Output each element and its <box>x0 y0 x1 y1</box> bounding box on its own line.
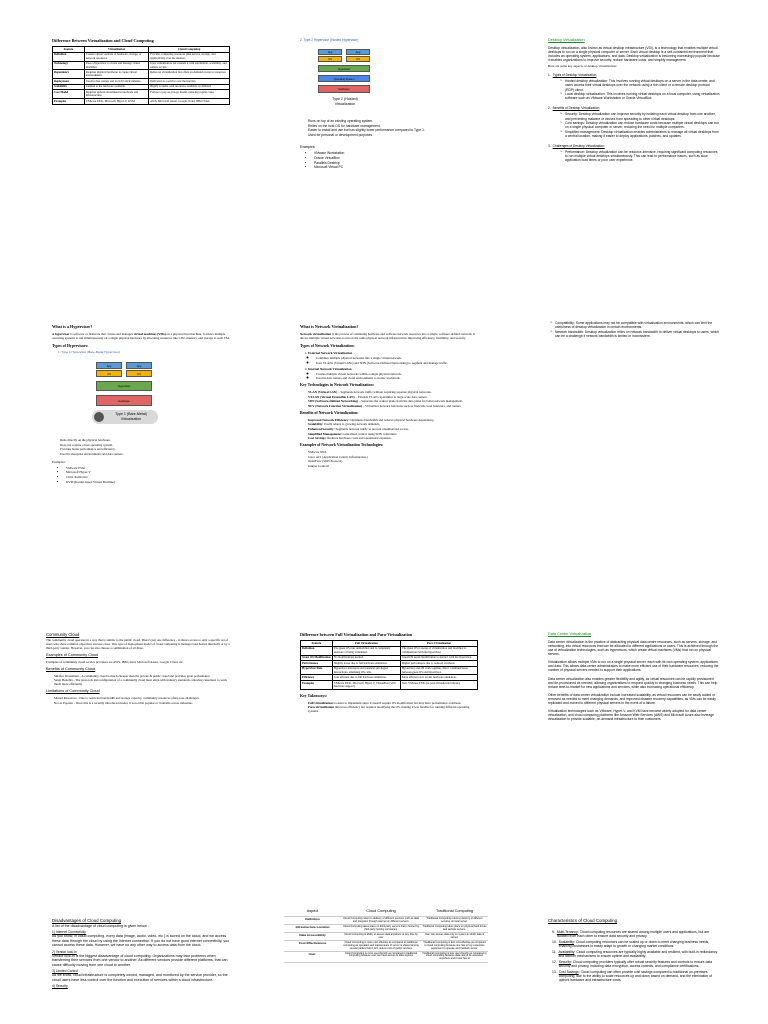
row-header: Data Accessibility <box>284 933 341 941</box>
table-cell: AWS, Microsoft Azure, Google Cloud, IBM Cloud <box>149 99 230 105</box>
table-cell: Cloud Computing refers to delivery of different services such as data and programs through internet on different servers. <box>341 917 421 925</box>
table-cell: Hypervisor intercepts and translates privileged instructions, emulating OS calls. <box>332 666 400 675</box>
key-title: Key Takeaways: <box>300 693 328 698</box>
list-item <box>308 418 478 422</box>
page-data-center <box>548 632 720 802</box>
list-item: • VMware NSX <box>308 450 478 454</box>
list-item: • Provides better performance and efficiency. <box>60 447 230 451</box>
list-item <box>552 970 720 983</box>
benefits-title: Benefits of Network Virtualization: <box>300 410 359 415</box>
operating-system-box: Operating System <box>318 75 370 82</box>
types-list <box>308 351 478 380</box>
row-header: User- <box>284 951 341 962</box>
column-header: Aspect <box>284 906 341 917</box>
table-cell: Guest OS needs modification to interact with the hypervisor. <box>400 655 477 661</box>
list-item <box>308 427 478 431</box>
row-header: Deployment <box>53 79 85 85</box>
os-box-1: OS <box>318 56 342 62</box>
item-text: – Virtualizes network functions such as firewalls, load balancers, and routers. <box>362 403 462 408</box>
list-item <box>308 432 478 436</box>
comparison-table <box>284 906 488 963</box>
list-item: ◦ Creates multiple virtual networks within a single physical network. <box>316 372 478 376</box>
item-body <box>559 940 720 949</box>
table-cell: Limited to the hardware available. <box>84 84 148 90</box>
table-cell: Traditional Computing is less cost effective as compared to cloud computing because one has to buy expensive equipment to operate and maintain server. <box>421 941 488 952</box>
item-body <box>559 960 720 969</box>
hardware-box: Hardware <box>318 85 370 93</box>
type-sublist <box>316 356 478 365</box>
app-box-1: App <box>96 362 122 369</box>
comparison-table <box>300 640 478 690</box>
row-header: Scalability <box>53 84 85 90</box>
note: Here are some key aspects of desktop virtualization: <box>548 64 617 69</box>
section-title: 1) Internet Connectivity <box>52 929 86 934</box>
table-cell: The guest OS runs unmodified and is completely unaware of being virtualized. <box>332 646 400 655</box>
section-title: Benefits of Desktop Virtualization <box>552 106 600 111</box>
type-title: Internal Network Virtualization <box>308 366 352 371</box>
paragraph: Other benefits of data center virtualization include increased scalability, as virtual resources can be easily added or removed as needed to meet changing demands, and improved disaster recovery capabilities, as VMs can be easily replicated and moved to different physical servers in the event of a failure. <box>548 692 716 706</box>
list-item: ➢ Local desktop virtualization: This involves running virtual desktops on a local computer, using virtualization software such as VMware Workstation or Oracle VirtualBox. <box>560 92 720 100</box>
limitations-title: Limitations of Community Cloud <box>46 689 100 694</box>
list-item <box>308 390 478 394</box>
row-header: Definition <box>53 52 85 61</box>
list-item: • Relies on the host OS for hardware management. <box>308 124 475 128</box>
table-row <box>284 925 488 933</box>
list-item: • Not as Popular - Since this is a recently introduced model, it is not that popular or available across industries <box>54 701 230 705</box>
table-row <box>301 666 478 675</box>
section-2-list <box>560 112 720 138</box>
page-hypervisor <box>52 324 230 544</box>
list-item <box>308 395 478 399</box>
examples-label: Examples: <box>52 459 66 464</box>
item-text: : Cloud computing resources are shared among multiple users and applications, but are isolated from each other to ensure data security and privacy. <box>556 929 710 938</box>
os-box-2: OS <box>346 56 370 62</box>
item-text: : Cloud computing resources are typically highly available and resilient, with built-in redundancy and failover mechanisms to ensure uptime and availability. <box>558 949 718 958</box>
table-cell: Relies on virtualization but offers on-demand access to resources. <box>149 70 230 79</box>
os-box-2: OS <box>126 370 152 377</box>
row-header: Guest OS Modification <box>302 655 331 660</box>
page-title: Disadvantages of Cloud Computing <box>52 918 122 923</box>
page-title: Difference between Full Virtualization and Para-Virtualization <box>300 632 413 637</box>
column-header: Feature <box>301 641 333 647</box>
table-cell: Traditional Computing refers to delivery of different services on local server. <box>421 917 488 925</box>
examples-label: Examples: <box>300 145 316 150</box>
item-body <box>559 970 720 983</box>
benefits-title: Benefits of Community Cloud <box>46 666 96 671</box>
limitations-list <box>54 696 230 705</box>
type2-diagram <box>314 45 376 117</box>
section-text: As you know, in cloud computing, every data (image, audio, video, etc.) is stored on the cloud, and we access these data through the cloud by using the internet connection. If you do not have good internet connectivity, you cannot access these data. However, we have no any other way to access data from the cloud. <box>52 934 230 948</box>
table-row <box>284 941 488 952</box>
table-row <box>284 933 488 941</box>
item-term: Enhanced Security: <box>308 427 335 432</box>
app-box-2: App <box>126 362 152 369</box>
item-text: – Separates the control plane from the data plane for better network management. <box>358 399 463 404</box>
item-term: Security <box>558 959 571 964</box>
list-item: • Oracle VirtualBox <box>314 156 475 160</box>
term: virtual machines (VMs) <box>133 332 166 337</box>
list-item: ◦ Used in data centers and cloud environments to isolate workloads. <box>316 376 478 380</box>
item-text: Reduces hardware costs and operational expenses. <box>326 436 392 441</box>
table-cell: The guest OS is aware of virtualization and modified to communicate with the hypervisor. <box>400 646 477 655</box>
list-item: • Used for personal or development purposes. <box>308 133 475 137</box>
section-3-list <box>560 150 720 162</box>
section-text: Vendor lock-in is the biggest disadvantage of cloud computing. Organizations may face problems when transferring their services from one vendor to another. As different vendors provide different platforms, that can cause difficulty moving from one cloud to another. <box>52 953 228 967</box>
list-item: ➢ Network bandwidth: Desktop virtualization relies on network bandwidth to deliver virtual desktops to users, which can be a challenge if network bandwidth is limited or inconsistent. <box>550 330 720 338</box>
item-term: Cost Savings <box>558 969 579 974</box>
table-cell: Requires upfront investment in hardware and infrastructure. <box>84 90 148 99</box>
item-number: 11. <box>552 949 557 954</box>
term: Network virtualization <box>300 332 332 337</box>
section-1-list <box>560 79 720 100</box>
table-row <box>284 951 488 962</box>
paragraph: Virtualization allows multiple VMs to run on a single physical server, each with its own operating system, applications, and data. This allows data centre administrators to make more efficient use of their hardware resources, reducing the number of physical servers needed to support their applications. <box>548 660 719 673</box>
list-item: • VMware Workstation <box>314 151 475 155</box>
list-item: • Juniper Contrail <box>308 464 478 468</box>
item-text: Optimizes bandwidth and reduces physical hardware dependency. <box>349 417 435 422</box>
table-row <box>301 646 478 655</box>
list-item: • Parallels Desktop <box>314 161 475 165</box>
table-cell: Follows a pay-as-you-go model, reducing capital costs. <box>149 90 230 99</box>
key-tech-list <box>308 390 478 408</box>
page-community-cloud <box>46 632 230 762</box>
item-term: Cost Savings: <box>308 436 327 441</box>
page-desktop-virt-cont <box>548 320 720 400</box>
examples-title: Examples of Network Virtualization Technologies: <box>300 443 384 448</box>
table-cell: User can access data only on system in which data is stored. <box>421 933 488 941</box>
page-network-virtualization <box>300 324 478 564</box>
item-text: Segments network traffic to prevent unauthorized access. <box>334 427 409 432</box>
table-row <box>53 70 230 79</box>
item-term: Improved Network Efficiency: <box>308 417 350 422</box>
item-text: : Cloud computing can often provide cost savings compared to traditional on-premises computing, due to the ability to scale resources up and down based on demand, and the elimination of upfront hardware and infrastructure costs. <box>558 969 712 982</box>
table-cell: Traditional Computing takes place on physical hard drives and website servers. <box>422 924 487 931</box>
examples-list <box>314 151 475 169</box>
table-cell: Used in data centers and local IT environments. <box>84 79 148 85</box>
row-header: Infrastructure Location <box>284 925 341 933</box>
item-text: Centralized control using SDN controllers. <box>341 431 398 436</box>
comparison-table <box>52 46 230 104</box>
page-type2-hypervisor <box>300 38 475 278</box>
item-number: 12. <box>552 959 557 964</box>
list-item: • Microsoft Hyper-V <box>66 470 230 474</box>
table-cell: Provides computing resources (like servers, storage, and applications) over the internet. <box>149 52 230 61</box>
item-term: Para-virtualization <box>308 705 335 710</box>
page-virt-vs-cloud <box>52 38 230 278</box>
table-row <box>53 90 230 99</box>
table-cell: Delivered as a service over the internet. <box>149 79 230 85</box>
section-number: 2. <box>548 106 551 111</box>
table-cell: No modifications needed. <box>332 655 400 661</box>
list-item: ◦ Combines multiple physical networks into a single virtual network. <box>316 356 478 360</box>
paragraph: Data center virtualization also enables greater flexibility and agility, as virtual resources can be rapidly provisioned and de-provisioned as needed, allowing organizations to respond quickly to changing business needs. This can help reduce time-to-market for new applications and services, while also increasing operational efficiency. <box>548 676 718 689</box>
row-header: Cost Model <box>53 90 85 99</box>
row-header: Cost Effectiveness <box>284 941 341 952</box>
list-item <box>308 422 478 426</box>
section-2-heading <box>548 106 720 110</box>
diagram-caption-line2: Virtualization <box>120 416 142 421</box>
table-cell: Higher performance due to reduced overhead. <box>400 661 477 667</box>
table-cell: Hypervisor and OS work together, direct communication between guest OS and hypervisor. <box>400 666 477 675</box>
list-item: • VMware ESXi <box>66 466 230 470</box>
column-header: Para-Virtualization <box>400 641 477 647</box>
item-term: VXLAN (Virtual Extensible LAN) <box>308 394 355 399</box>
type-item <box>308 351 478 365</box>
list-item: ➢ Cost savings: Desktop virtualization can reduce hardware costs because multiple virtual desktops can run on a single physical computer or server, reducing the need for multiple computers. <box>560 121 720 129</box>
list-item: • Runs directly on the physical hardware. <box>60 438 230 442</box>
item-body <box>557 930 720 939</box>
item-text: Easily adapts to growing network demands. <box>323 422 380 427</box>
challenges-list <box>550 321 720 338</box>
item-text: – Segments network traffic without requiring separate physical networks. <box>337 390 432 395</box>
section-number: 1. <box>548 73 551 78</box>
table-cell: Uses virtualization but extends it with automation, scalability, and remote access. <box>149 61 230 70</box>
list-item: • Easier to install and use but has slightly lower performance compared to Type 1. <box>308 128 475 132</box>
table-cell: Highly scalable with resources available on demand. <box>149 84 230 90</box>
intro-paragraph: The community cloud operates in a way that is similar to the public cloud. There's just one difference - it allows access to only a specific set of users who share common objectives and use cases. This type of deployment model of cloud computing is managed and hosted internally or by a third-party vendor. However, you can also choose a combination of all three. <box>46 638 230 651</box>
intro-text: A list of the disadvantage of cloud computing is given below - <box>52 923 149 928</box>
list-item: • Setup Benefits - The protocols and configuration of a community cloud must align with industry standards, allowing customers to work much more efficiently <box>54 678 230 686</box>
table-cell: Cloud Computing is more user-friendly as compared to traditional computing because user can have access to data anytime <box>341 951 421 962</box>
list-item <box>552 930 720 939</box>
table-row <box>301 681 478 690</box>
list-item: • OpenFlow (SDN Protocol) <box>308 459 478 463</box>
page-desktop-virtualization <box>548 38 720 278</box>
table-cell: Slightly lower due to full hardware emulation. <box>332 661 400 667</box>
item-term: Multi-Tenancy <box>556 929 578 934</box>
list-item: ➢ Hosted desktop virtualization: This involves running virtual desktops on a server in the data center, and users access their virtual desktops over the network using a thin client or a remote desktop protocol (RDP) client. <box>560 79 720 91</box>
section-title: 2) Vendor lock-in <box>52 949 77 954</box>
section-3-heading <box>548 144 720 148</box>
section-1-heading <box>548 73 720 77</box>
types-title: Types of Hypervisors: <box>52 344 89 349</box>
page-full-vs-para <box>300 632 478 772</box>
table-cell: Cloud Computing is more cost effective as compared to traditional computing as operation and maintenance of server is shared among several parties that in turn reduce cost of public services. <box>341 941 421 952</box>
item-number: 13. <box>552 969 557 974</box>
table-cell: Xen, VMware ESXi (in para-virtualization mode). <box>400 681 477 690</box>
item-text: : Cloud computing resources can be scaled up or down to meet changing business needs, enabling businesses to easily adapt to growth or changing market conditions. <box>558 939 710 948</box>
page-title: Characteristics of Cloud Computing <box>548 918 618 923</box>
app-box-1: App <box>318 49 342 55</box>
item-term: Scalability: <box>308 422 324 427</box>
row-header: Examples <box>301 681 333 690</box>
table-row <box>284 917 488 925</box>
list-item <box>308 436 478 440</box>
table-cell: Traditional Computing is less user-friendly as compared to cloud computing because data cannot be accessed anywhere and if user has to <box>422 951 487 961</box>
column-header: Full Virtualization <box>332 641 400 647</box>
list-item: ◦ Uses VLANs (Virtual LANs) and SDN (Software-Defined Networking) to segment and manage traffic. <box>316 361 478 365</box>
row-header: Definition <box>301 646 333 655</box>
table-cell: Less efficient due to full hardware emulation. <box>332 675 400 681</box>
characteristics-list <box>548 930 720 983</box>
page-cloud-vs-traditional <box>284 906 488 1024</box>
section-title: 3) Limited Control <box>52 969 79 974</box>
intro-paragraph <box>52 332 230 340</box>
type-sublist <box>316 372 478 381</box>
table-header-row <box>284 906 488 917</box>
section-number: 3. <box>548 144 551 149</box>
section-title: Challenges of Desktop Virtualization: <box>552 144 605 149</box>
app-box-2: App <box>346 49 370 55</box>
os-box-1: OS <box>96 370 122 377</box>
list-item <box>308 705 478 713</box>
key-list <box>308 701 478 714</box>
hypervisor-box: Hypervisor <box>96 381 152 391</box>
list-item <box>308 399 478 403</box>
item-text: : Cloud computing providers typically offer robust security features and controls to ensure data security and privacy, including data encryption, access controls, and compliance certifications. <box>558 959 713 968</box>
item-number: 10. <box>552 939 557 944</box>
type-item <box>308 367 478 381</box>
type1-bullets <box>60 438 230 456</box>
intro-paragraph <box>300 332 478 340</box>
table-row <box>53 61 230 70</box>
diagram-caption-line1: Type 1 (Bare-Metal) <box>115 411 147 416</box>
list-item: ➢ Security: Desktop virtualization can improve security by isolating each virtual desktop from one another, and preventing malware or viruses from spreading to other virtual desktops. <box>560 112 720 120</box>
item-number: 9. <box>552 929 555 934</box>
row-header: Examples <box>53 99 85 105</box>
hypervisor-box: Hypervisor <box>318 65 370 72</box>
list-item: • Does not require a host operating system. <box>60 443 230 447</box>
examples-list <box>308 450 478 468</box>
paragraph: Data center virtualization is the practice of abstracting physical data centre resources, such as servers, storage, and networking, into virtual resources that can be allocated to different applications or users. This is achieved through the use of virtualization technologies, such as hypervisors, which create virtual machines (VMs) that run on physical servers. <box>548 639 719 657</box>
list-item: • Runs on top of an existing operating system. <box>308 119 475 123</box>
item-term: SDN (Software-Defined Networking) <box>308 399 359 404</box>
list-item: ➢ Performance: Desktop virtualization can be resource-intensive, requiring significant computing resources to run multiple virtual desktops simultaneously. This can lead to performance issues, such as slow application load times or poor user experience. <box>560 150 720 162</box>
table-row <box>53 99 230 105</box>
list-item <box>308 404 478 408</box>
table-row <box>53 52 230 61</box>
paragraph: Virtualization technologies such as VMware, Hyper-V, and KVM have become widely adopted for data center virtualization, and cloud computing platforms like Amazon Web Services (AWS) and Microsoft Azure also leverage virtualization to provide scalable, on-demand infrastructure to their customers. <box>548 709 715 722</box>
term: A hypervisor <box>52 332 70 337</box>
logo-circle <box>94 412 104 422</box>
table-cell: VMware ESXi, Microsoft Hyper-V, VirtualBox (with hardware support). <box>332 681 400 690</box>
page-title: Data Center Virtualization <box>548 632 592 636</box>
examples-title: Examples of Community Cloud <box>46 653 99 658</box>
item-term: VLAN (Virtual LAN) <box>308 390 338 395</box>
list-item: • Microsoft Virtual PC <box>314 165 475 169</box>
page-title: What is Network Virtualization? <box>300 324 359 329</box>
item-text: improves efficiency but requires modifying the OS, making it less flexible for running different operating systems. <box>308 705 470 714</box>
page-title: Community Cloud <box>46 632 80 637</box>
table-cell: Cloud Computing takes place on third-party servers that is hosted by third-party hosting companies. <box>343 924 419 931</box>
item-term: Full virtualization <box>308 700 333 705</box>
list-item: • Citrix XenServer <box>66 475 230 479</box>
column-header: Traditional Computing <box>421 906 488 917</box>
list-item: • Shared Resources - Due to restricted bandwidth and storage capacity, community resources often pose challenges. <box>54 696 230 700</box>
row-header: Hypervisor Role <box>301 666 333 675</box>
section-heading: 2. Type 2 Hypervisor (Hosted Hypervisor) <box>300 38 359 42</box>
list-item: • KVM (Kernel-based Virtual Machine) <box>66 480 230 484</box>
page-disadvantages <box>52 918 230 1024</box>
item-term: Simplified Management: <box>308 431 342 436</box>
row-header: Dependency <box>53 70 85 79</box>
column-header: Virtualization <box>84 47 148 53</box>
row-header: Technology <box>53 61 85 70</box>
intro-text: on a physical host machine. It allows multiple operating systems to run simultaneously on a single physical hardware by allocating resources like CPU, memory, and storage to each VM. <box>52 332 230 341</box>
section-heading: 1. Type 1 Hypervisor (Bare-Metal Hypervisor) <box>58 350 121 355</box>
page-title: What is a Hypervisor? <box>52 324 93 329</box>
table-cell: Requires physical hardware to create virtual environments. <box>84 70 148 79</box>
types-title: Types of Network Virtualization: <box>300 344 355 349</box>
page-cloud-characteristics <box>548 918 720 1024</box>
paragraphs <box>548 640 720 722</box>
item-term: Availability <box>558 949 575 954</box>
item-text: is easier to implement since it doesn't require OS modification but may have performance overhead. <box>332 700 462 705</box>
table-cell: Uses a hypervisor to create and manage virtual machines. <box>84 61 148 70</box>
section-title: Types of Desktop Virtualization <box>552 73 597 78</box>
table-cell: VMware ESXi, Microsoft Hyper-V, KVM <box>84 99 148 105</box>
type-title: External Network Virtualization <box>308 351 353 356</box>
list-item: • Cisco ACI (Application Centric Infrastructure) <box>308 455 478 459</box>
page-title: Desktop Virtualization <box>548 38 585 42</box>
item-body <box>558 950 720 959</box>
section-text: As we know, cloud infrastructure is completely owned, managed, and monitored by the service provider, so the cloud users have less control over the function and execution of services within a cloud infrastructure. <box>52 973 228 982</box>
column-header: Feature <box>53 47 85 53</box>
list-item: ➢ Compatibility: Some applications may not be compatible with virtualization environments, which can limit the usefulness of desktop virtualization in certain environments. <box>550 321 720 329</box>
diagram-caption-line2: Virtualization <box>334 102 356 106</box>
item-term: Scalability <box>558 939 574 944</box>
table-cell: More efficient as it avoids hardware emulation. <box>400 675 477 681</box>
list-item: • Smaller Investment - A community cloud is much cheaper than the private & public cloud and provides great performance <box>54 674 230 678</box>
list-item <box>552 950 720 959</box>
item-term: NFV (Network Function Virtualization) <box>308 403 363 408</box>
list-item <box>552 940 720 949</box>
list-item: ➢ Simplified management: Desktop virtualization enables administrators to manage all virtual desktops from a central location, making it easier to deploy applications, patches, and updates. <box>560 130 720 138</box>
section-title: 4) Security <box>52 984 68 989</box>
benefits-list <box>308 418 478 440</box>
table-cell: Creates virtual versions of hardware, storage, or network resources. <box>84 52 148 61</box>
intro-text: is software or firmware that creates and manages <box>69 332 134 337</box>
intro-paragraph: Desktop virtualization, also known as virtual desktop infrastructure (VDI), is a technology that enables multiple virtual desktops to run on a single physical computer or server. Each virtual desktop is a self-contained environment that includes an operating system, applications, and data. Desktop virtualization is becoming increasingly popular because it enables organizations to improve security, reduce hardware costs, and simplify management. <box>548 45 720 63</box>
list-item: • Used in enterprise environments and data centers. <box>60 452 230 456</box>
benefits-list <box>54 674 230 687</box>
table-cell: Cloud Computing is ability to access data anywhere at any time by user. <box>341 933 421 941</box>
examples-list <box>66 466 230 484</box>
column-header: Cloud Computing <box>341 906 421 917</box>
type2-bullets <box>308 119 475 137</box>
type1-diagram <box>90 358 160 436</box>
page-title: Difference Between Virtualization and Cloud Computing <box>52 38 154 43</box>
list-item <box>308 701 478 705</box>
item-text: – Extends VLAN capabilities to large-scale data centers. <box>354 394 428 399</box>
row-header: Efficiency <box>301 675 333 681</box>
key-tech-title: Key Technologies in Network Virtualization: <box>300 383 374 388</box>
intro-text: is the process of combining hardware and software network resources into a single, software-defined network. It allows multiple virtual networks to run on the same physical network infrastructure, improving efficiency, flexibility, and security. <box>300 332 476 341</box>
column-header: Cloud Computing <box>149 47 230 53</box>
list-item <box>552 960 720 969</box>
hardware-box: Hardware <box>96 395 152 406</box>
examples-text: Examples of community cloud service providers are AWS, IBM cloud, Microsoft Azure, Google Cloud, etc. <box>46 659 184 664</box>
row-header: Definition <box>284 917 341 925</box>
row-header: Performance <box>301 661 333 667</box>
diagram-caption-line1: Type 2 (Hosted) <box>332 97 358 101</box>
